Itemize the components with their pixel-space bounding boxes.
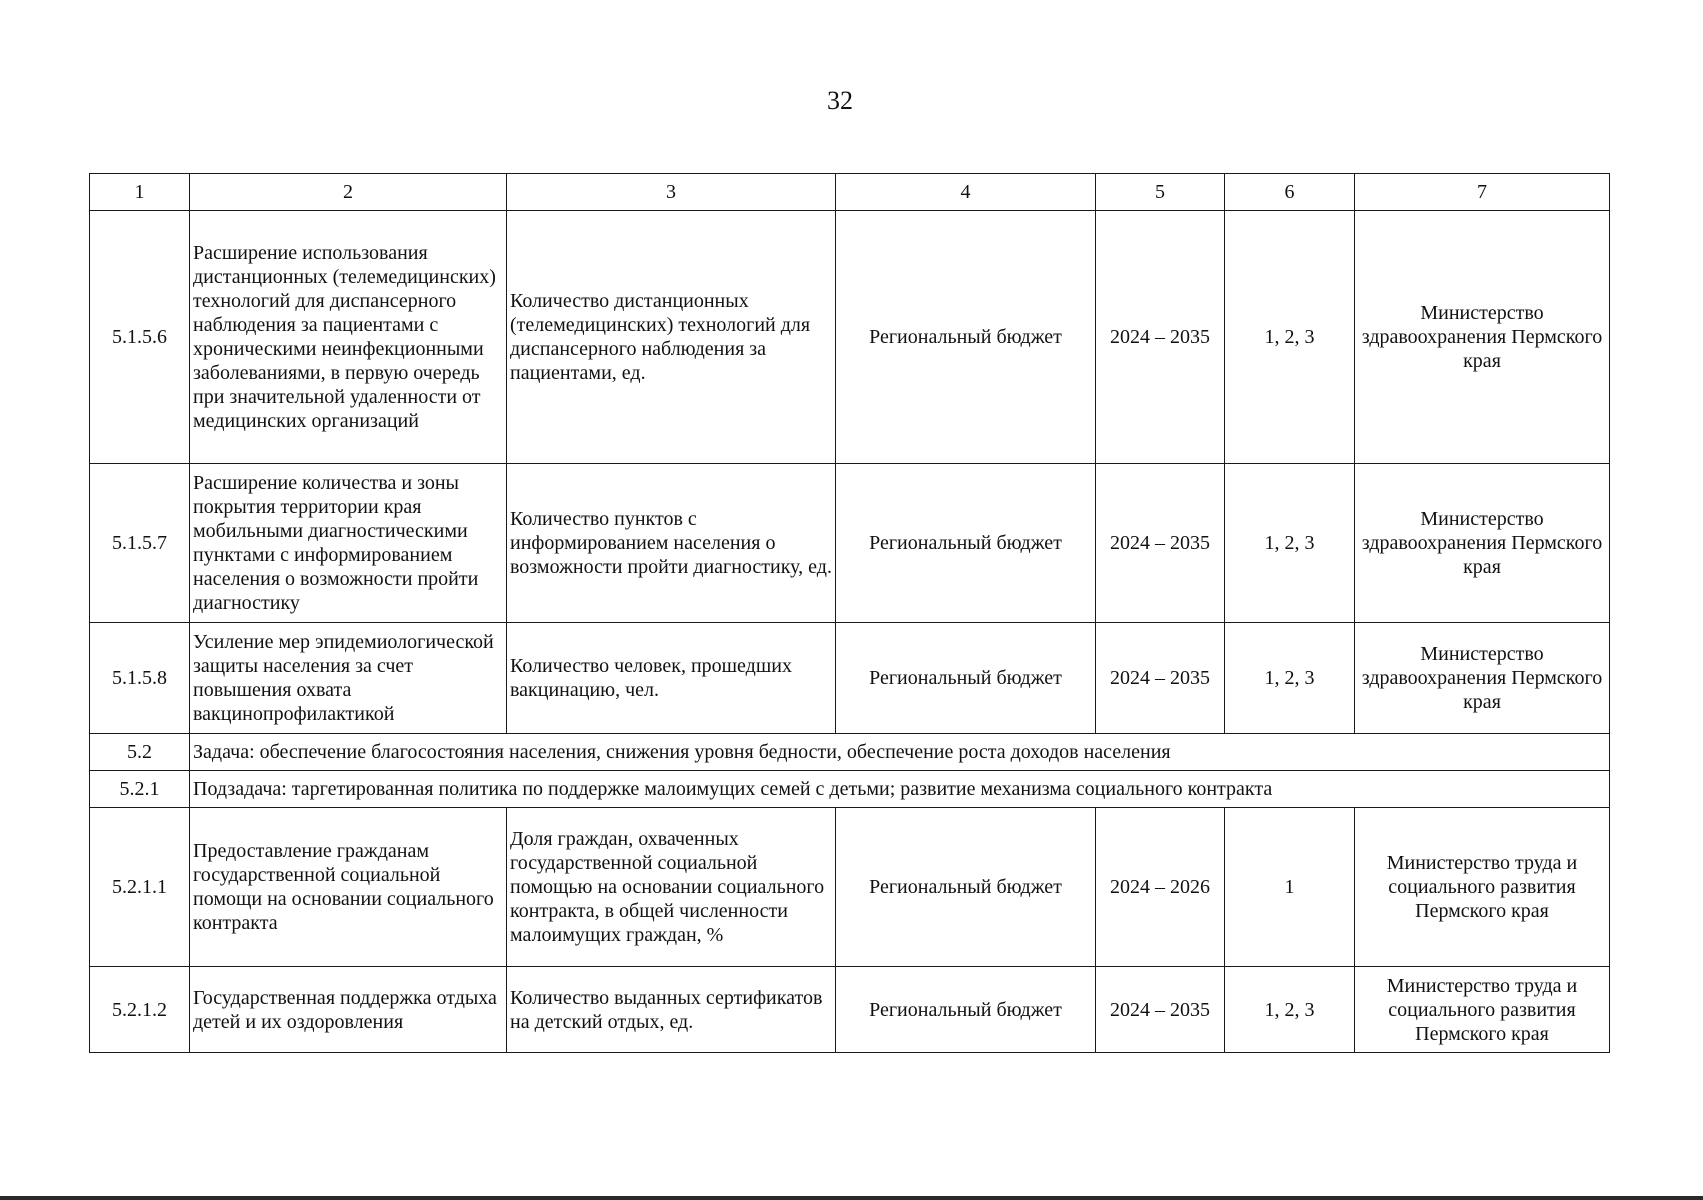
funding-source-cell: Региональный бюджет [836, 967, 1096, 1053]
executor-cell: Министерство здравоохранения Пермского края [1355, 464, 1610, 623]
table-row [90, 967, 1610, 1053]
row-number: 5.2.1.2 [90, 967, 190, 1053]
indicator-cell: Количество человек, прошедших вакцинацию, чел. [507, 623, 836, 734]
measure-cell: Государственная поддержка отдыха детей и их оздоровления [190, 967, 507, 1053]
indicator-cell: Доля граждан, охваченных государственной социальной помощью на основании социального контракта, в общей численности малоимущих граждан, % [507, 808, 836, 967]
stages-cell: 1, 2, 3 [1225, 623, 1355, 734]
funding-source-cell: Региональный бюджет [836, 211, 1096, 464]
measure-cell: Усиление мер эпидемиологической защиты населения за счет повышения охвата вакцинопрофилактикой [190, 623, 507, 734]
measures-table [89, 173, 1610, 1053]
period-cell: 2024 – 2035 [1096, 967, 1225, 1053]
header-cell-4: 4 [836, 174, 1096, 211]
table-row [90, 464, 1610, 623]
scan-edge [0, 1196, 1703, 1200]
task-text: Задача: обеспечение благосостояния населения, снижения уровня бедности, обеспечение роста доходов населения [190, 734, 1610, 771]
executor-cell: Министерство труда и социального развития Пермского края [1355, 967, 1610, 1053]
funding-source-cell: Региональный бюджет [836, 464, 1096, 623]
executor-cell: Министерство здравоохранения Пермского края [1355, 623, 1610, 734]
indicator-cell: Количество пунктов с информированием населения о возможности пройти диагностику, ед. [507, 464, 836, 623]
header-cell-1: 1 [90, 174, 190, 211]
subtask-row [90, 771, 1610, 808]
stages-cell: 1, 2, 3 [1225, 967, 1355, 1053]
table-row [90, 211, 1610, 464]
indicator-cell: Количество выданных сертификатов на детский отдых, ед. [507, 967, 836, 1053]
period-cell: 2024 – 2026 [1096, 808, 1225, 967]
measure-cell: Расширение использования дистанционных (телемедицинских) технологий для диспансерного наблюдения за пациентами с хроническими неинфекционными заболеваниями, в первую очередь при значительной удаленности от медицинских организаций [190, 211, 507, 464]
subtask-text: Подзадача: таргетированная политика по поддержке малоимущих семей с детьми; развитие механизма социального контракта [190, 771, 1610, 808]
executor-cell: Министерство труда и социального развития Пермского края [1355, 808, 1610, 967]
row-number: 5.1.5.6 [90, 211, 190, 464]
subtask-number: 5.2.1 [90, 771, 190, 808]
header-cell-6: 6 [1225, 174, 1355, 211]
stages-cell: 1, 2, 3 [1225, 211, 1355, 464]
stages-cell: 1 [1225, 808, 1355, 967]
row-number: 5.1.5.7 [90, 464, 190, 623]
page-number: 32 [827, 86, 853, 115]
table-row [90, 623, 1610, 734]
row-number: 5.2.1.1 [90, 808, 190, 967]
task-row [90, 734, 1610, 771]
header-row [90, 174, 1610, 211]
header-cell-3: 3 [507, 174, 836, 211]
header-cell-5: 5 [1096, 174, 1225, 211]
period-cell: 2024 – 2035 [1096, 211, 1225, 464]
stages-cell: 1, 2, 3 [1225, 464, 1355, 623]
header-cell-7: 7 [1355, 174, 1610, 211]
indicator-cell: Количество дистанционных (телемедицинских) технологий для диспансерного наблюдения за пациентами, ед. [507, 211, 836, 464]
period-cell: 2024 – 2035 [1096, 623, 1225, 734]
table-row [90, 808, 1610, 967]
funding-source-cell: Региональный бюджет [836, 623, 1096, 734]
funding-source-cell: Региональный бюджет [836, 808, 1096, 967]
measure-cell: Расширение количества и зоны покрытия территории края мобильными диагностическими пунктами с информированием населения о возможности пройти диагностику [190, 464, 507, 623]
header-cell-2: 2 [190, 174, 507, 211]
executor-cell: Министерство здравоохранения Пермского края [1355, 211, 1610, 464]
period-cell: 2024 – 2035 [1096, 464, 1225, 623]
row-number: 5.1.5.8 [90, 623, 190, 734]
measure-cell: Предоставление гражданам государственной социальной помощи на основании социального контракта [190, 808, 507, 967]
task-number: 5.2 [90, 734, 190, 771]
